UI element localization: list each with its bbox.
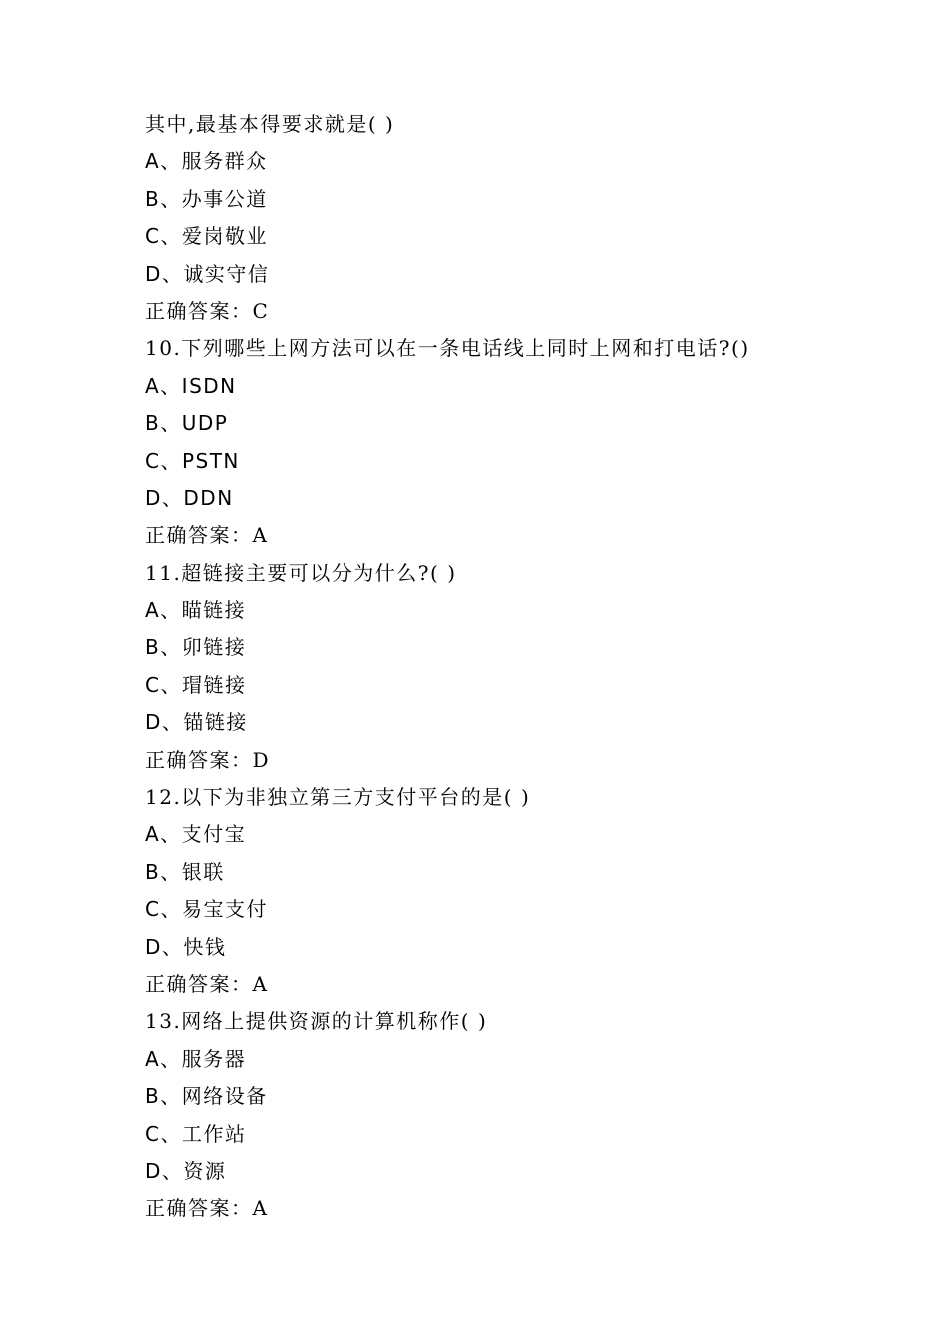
option-c: C、PSTN <box>145 448 240 473</box>
question-stem: 12.以下为非独立第三方支付平台的是( ) <box>145 785 531 810</box>
correct-answer: 正确答案：D <box>145 747 271 772</box>
option-c: C、易宝支付 <box>145 897 268 922</box>
option-a: A、服务器 <box>145 1046 247 1071</box>
option-b: B、卯链接 <box>145 635 247 660</box>
option-d: D、锚链接 <box>145 710 248 735</box>
option-a: A、ISDN <box>145 373 237 398</box>
question-stem: 13.网络上提供资源的计算机称作( ) <box>145 1009 488 1034</box>
option-b: B、办事公道 <box>145 186 268 211</box>
correct-answer: 正确答案：A <box>145 523 269 548</box>
question-list <box>145 106 845 1228</box>
option-a: A、服务群众 <box>145 149 268 174</box>
option-c: C、爱岗敬业 <box>145 224 268 249</box>
question-stem: 10.下列哪些上网方法可以在一条电话线上同时上网和打电话?() <box>145 336 750 361</box>
option-c: C、瑁链接 <box>145 672 247 697</box>
option-b: B、UDP <box>145 411 229 436</box>
question-stem: 其中,最基本得要求就是( ) <box>145 112 395 136</box>
correct-answer: 正确答案：A <box>145 971 269 996</box>
question-stem: 11.超链接主要可以分为什么?( ) <box>145 560 457 585</box>
option-d: D、DDN <box>145 485 234 510</box>
correct-answer: 正确答案：C <box>145 298 270 323</box>
option-a: A、瞄链接 <box>145 598 247 623</box>
option-b: B、网络设备 <box>145 1084 268 1109</box>
option-c: C、工作站 <box>145 1121 247 1146</box>
option-b: B、银联 <box>145 859 225 884</box>
correct-answer: 正确答案：A <box>145 1196 269 1221</box>
option-d: D、诚实守信 <box>145 261 270 286</box>
option-d: D、资源 <box>145 1158 227 1183</box>
option-d: D、快钱 <box>145 934 227 959</box>
option-a: A、支付宝 <box>145 822 247 847</box>
